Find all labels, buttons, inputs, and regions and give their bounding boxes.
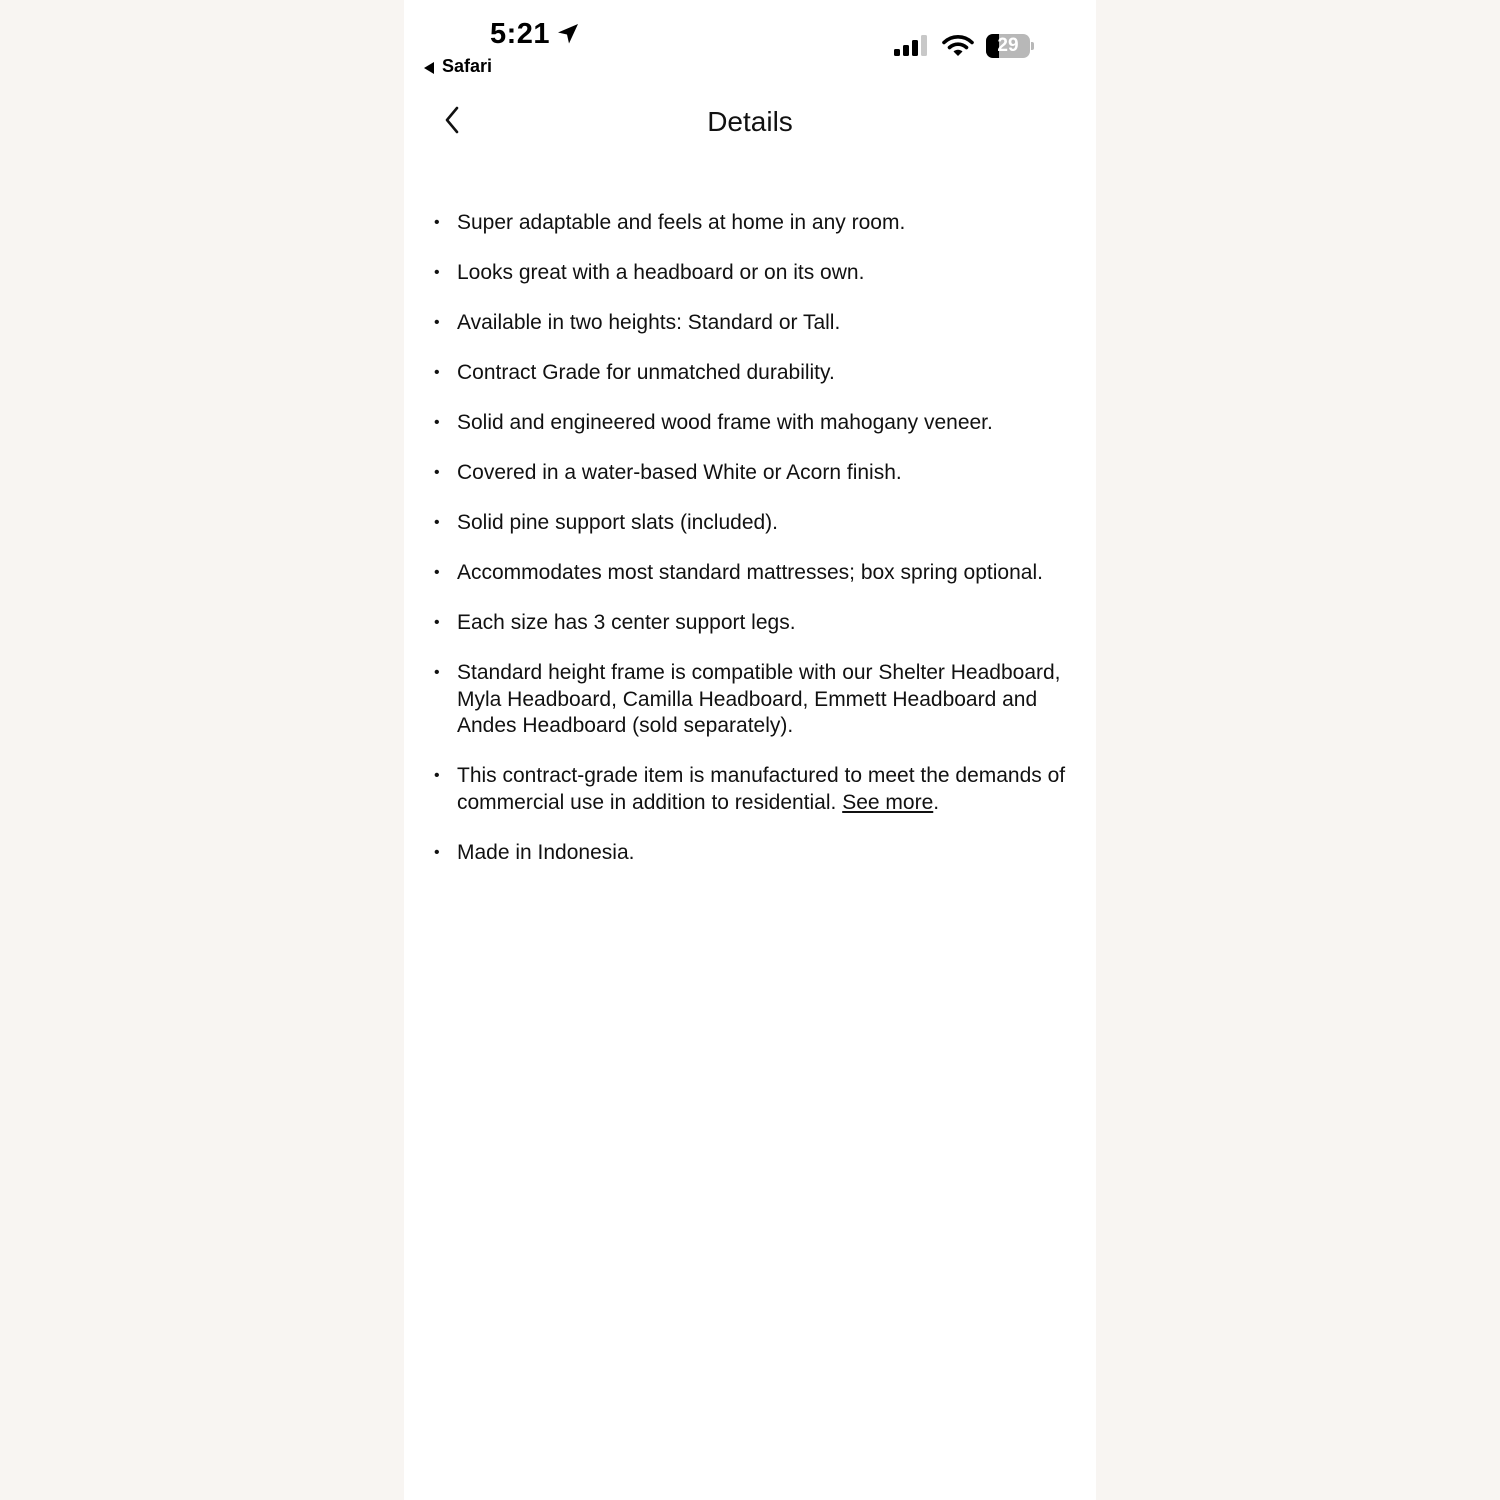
details-item [434,510,1084,537]
bullet: • [434,314,440,331]
battery-body [986,34,1030,58]
back-button[interactable] [434,104,470,140]
details-item [434,360,1084,387]
details-item-text: Standard height frame is compatible with our Shelter Headboard, Myla Headboard, Camilla Headboard, Emmett Headboard and Andes Headboard (sold separately). [457,661,1061,737]
details-item [434,410,1084,437]
details-item [434,840,1084,867]
details-item [434,310,1084,337]
back-to-app-link[interactable] [422,54,492,78]
details-item [434,610,1084,637]
bullet: • [434,614,440,631]
details-item-text: Each size has 3 center support legs. [457,611,796,634]
see-more-link[interactable]: See more [842,790,934,814]
bullet: • [434,843,440,861]
location-arrow-icon [556,22,580,46]
bullet: • [434,464,440,481]
bullet: • [434,264,440,281]
details-item-text: Looks great with a headboard or on its own. [457,261,865,284]
details-item [434,210,1084,237]
header [404,96,1096,148]
details-item-text: Accommodates most standard mattresses; box spring optional. [457,561,1043,584]
details-item [434,260,1084,287]
chevron-left-icon [442,105,462,140]
back-triangle-icon [422,59,436,73]
details-item [434,460,1084,487]
status-time: 5:21 [490,17,551,50]
cellular-signal-icon [894,34,930,58]
status-time-group [490,14,580,54]
details-item-text: Available in two heights: Standard or Tall. [457,311,841,334]
details-item [434,560,1084,587]
bullet: • [434,414,440,431]
details-item [434,660,1084,740]
details-item-text: Solid and engineered wood frame with mahogany veneer. [457,411,993,434]
bullet: • [434,664,440,681]
details-item-text: This contract-grade item is manufactured to meet the demands of commercial use in addition to residential. [457,764,1066,814]
bullet: • [434,564,440,581]
bullet: • [434,767,440,784]
see-more-suffix: . [933,790,940,814]
battery-cap [1031,42,1034,50]
back-app-label: Safari [442,55,493,76]
details-list [434,210,1084,890]
wifi-icon [942,34,974,58]
page-title: Details [707,106,793,137]
details-item-text: Super adaptable and feels at home in any room. [457,211,906,234]
details-item-text: Solid pine support slats (included). [457,511,779,534]
phone-screen [404,0,1096,1500]
status-indicators [894,30,1034,62]
battery-level: 29 [997,35,1019,56]
bullet: • [434,514,440,531]
battery-icon [986,34,1034,58]
details-item-text: Contract Grade for unmatched durability. [457,361,835,384]
bullet: • [434,214,440,231]
details-item [434,763,1084,816]
details-item-text: Covered in a water-based White or Acorn finish. [457,461,902,484]
details-item-text: Made in Indonesia. [457,840,635,864]
bullet: • [434,364,440,381]
